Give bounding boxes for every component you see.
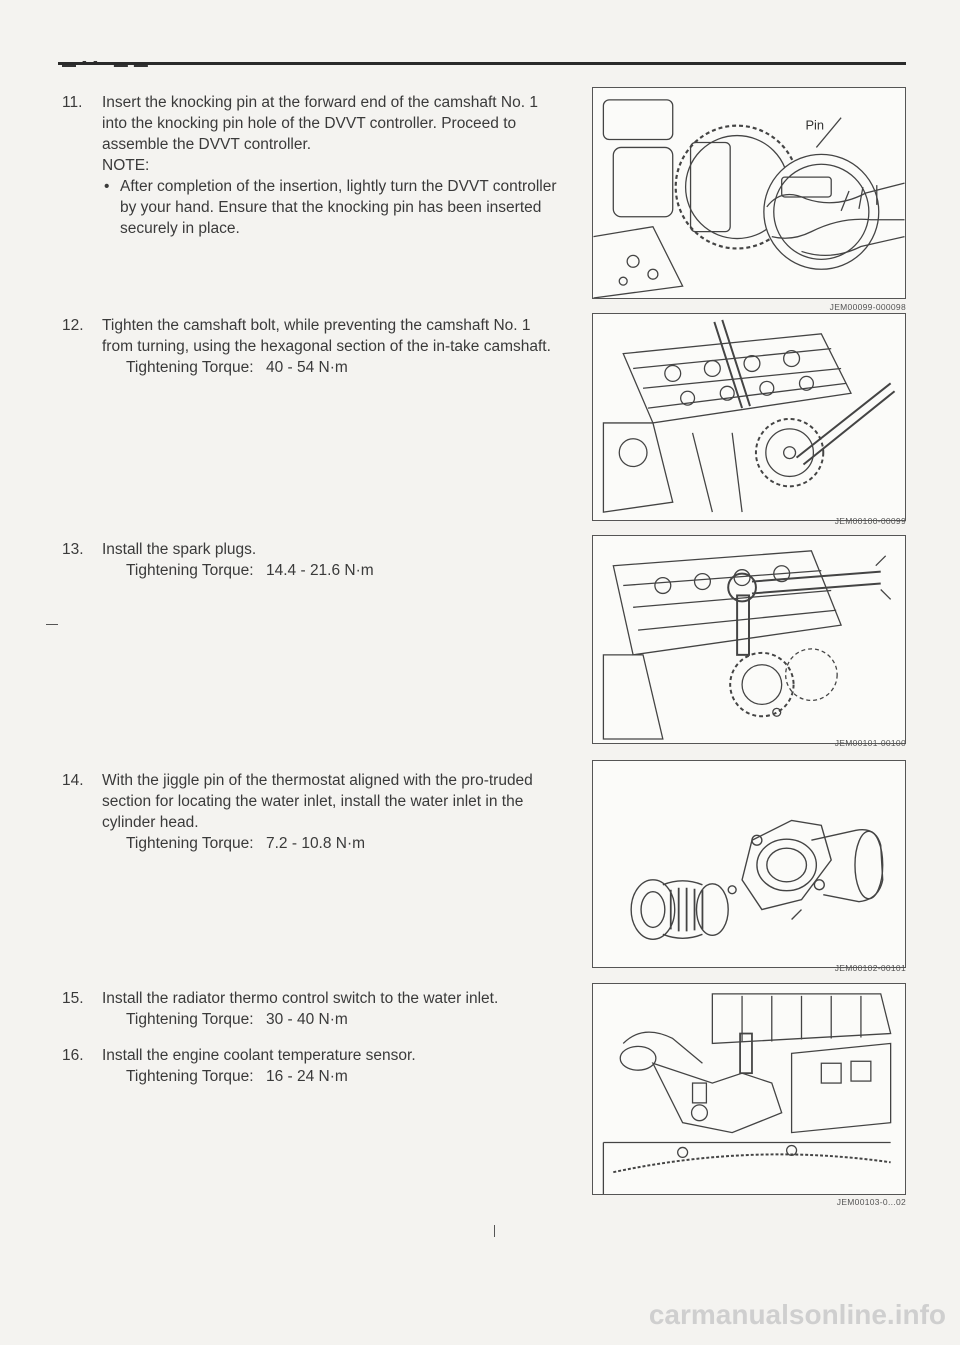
spark-plug-illustration [593,536,905,743]
step-text: Install the engine coolant temperature sensor. [102,1047,416,1064]
step-text: Install the spark plugs. [102,541,257,558]
torque-value: 14.4 - 21.6 N·m [266,562,374,579]
figure-code: JEM00103-0...02 [836,1197,906,1207]
figure-coolant-sensor [592,983,906,1195]
step-text: Tighten the camshaft bolt, while preventing the camshaft No. 1 from turning, using the hexagonal section of the in-take camshaft. [102,317,551,355]
torque-value: 30 - 40 N·m [266,1011,348,1028]
thermostat-illustration [593,761,905,967]
torque-label: Tightening Torque: [126,1068,254,1085]
bullet-icon: • [104,178,110,195]
torque-label: Tightening Torque: [126,1011,254,1028]
step-text: Install the radiator thermo control switch to the water inlet. [102,990,499,1007]
torque-line [102,833,562,854]
figure-spark-plugs [592,535,906,744]
torque-line [102,357,562,378]
note-bullet [102,176,562,239]
step-number: 13. [62,541,84,558]
step-number: 14. [62,772,84,789]
watermark: carmanualsonline.info [648,1299,946,1330]
margin-mark [46,624,58,625]
figure-code: JEM00100-00099 [834,516,906,526]
torque-label: Tightening Torque: [126,359,254,376]
dvvt-controller-illustration [593,88,905,298]
torque-line [102,1009,562,1030]
torque-line [102,1066,562,1087]
torque-value: 16 - 24 N·m [266,1068,348,1085]
note-label: NOTE: [102,157,150,174]
bullet-text: After completion of the insertion, lightly turn the DVVT controller by your hand. Ensure that the knocking pin has been inserted securely in place. [120,178,557,237]
figure-camshaft-bolt [592,313,906,521]
page-tick [494,1225,495,1237]
step-number: 15. [62,990,84,1007]
pin-callout: Pin [805,117,825,133]
figure-code: JEM00101-00100 [834,738,906,748]
camshaft-bolt-illustration [593,314,905,520]
torque-value: 40 - 54 N·m [266,359,348,376]
torque-label: Tightening Torque: [126,835,254,852]
coolant-sensor-illustration [593,984,905,1194]
figure-thermostat-water-inlet [592,760,906,968]
step-number: 16. [62,1047,84,1064]
header-rule [58,62,906,65]
step-number: 11. [62,94,83,111]
torque-label: Tightening Torque: [126,562,254,579]
step-number: 12. [62,317,84,334]
figure-dvvt-controller [592,87,906,299]
step-text: With the jiggle pin of the thermostat aligned with the pro-truded section for locating the water inlet, install the water inlet in the cylinder head. [102,772,533,831]
figure-code: JEM00099-000098 [829,302,906,312]
torque-value: 7.2 - 10.8 N·m [266,835,366,852]
torque-line [102,560,562,581]
step-text: Insert the knocking pin at the forward end of the camshaft No. 1 into the knocking pin hole of the DVVT controller. Proceed to assemble the DVVT controller. [102,94,538,153]
figure-code: JEM00102-00101 [834,963,906,973]
